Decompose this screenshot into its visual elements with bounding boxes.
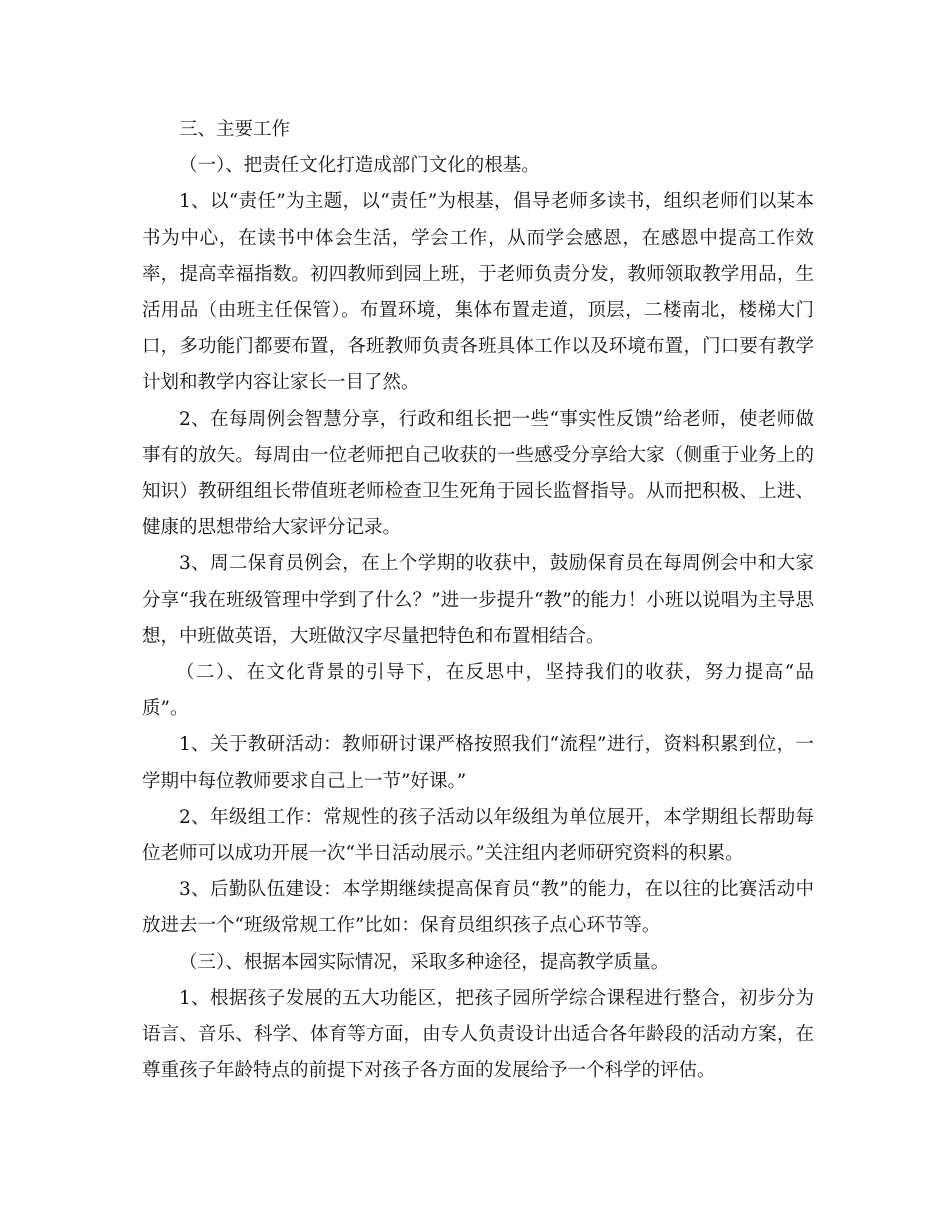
paragraph-1-3: 3、周二保育员例会，在上个学期的收获中，鼓励保育员在每周例会中和大家分享“我在班级管理中学到了什么？”进一步提升“教”的能力！小班以说唱为主导思想，中班做英语，大班做汉字尽量把特色和布置相结合。 (142, 553, 814, 647)
paragraph-1-1: 1、以“责任”为主题，以“责任”为根基，倡导老师多读书，组织老师们以某本书为中心，在读书中体会生活，学会工作，从而学会感恩，在感恩中提高工作效率，提高幸福指数。初四教师到园上班，于老师负责分发，教师领取教学用品，生活用品（由班主任保管）。布置环境，集体布置走道，顶层，二楼南北，楼梯大门口，多功能门都要布置，各班教师负责各班具体工作以及环境布置，门口要有教学计划和教学内容让家长一目了然。 (142, 191, 814, 394)
paragraph-2-2: 2、年级组工作：常规性的孩子活动以年级组为单位展开，本学期组长帮助每位老师可以成功开展一次“半日活动展示。”关注组内老师研究资料的积累。 (142, 806, 814, 865)
section-heading: 三、主要工作 (179, 119, 291, 140)
paragraph-1-2: 2、在每周例会智慧分享，行政和组长把一些“事实性反馈”给老师，使老师做事有的放矢。每周由一位老师把自己收获的一些感受分享给大家（侧重于业务上的知识）教研组组长带值班老师检查卫生死角于园长监督指导。从而把积极、上进、健康的思想带给大家评分记录。 (142, 408, 814, 539)
subsection-heading-3: （三）、根据本园实际情况，采取多种途径，提高教学质量。 (179, 951, 670, 973)
subsection-heading-1: （一）、把责任文化打造成部门文化的根基。 (179, 155, 540, 177)
paragraph-2-3: 3、后勤队伍建设：本学期继续提高保育员“教”的能力，在以往的比赛活动中放进去一个“班级常规工作”比如：保育员组织孩子点心环节等。 (142, 879, 814, 937)
subsection-heading-2: （二）、在文化背景的引导下，在反思中，坚持我们的收获，努力提高“品质”。 (142, 662, 814, 720)
document-page (142, 112, 814, 1089)
paragraph-3-1: 1、根据孩子发展的五大功能区，把孩子园所学综合课程进行整合，初步分为语言、音乐、科学、体育等方面，由专人负责设计出适合各年龄段的活动方案，在尊重孩子年龄特点的前提下对孩子各方面的发展给予一个科学的评估。 (142, 987, 814, 1082)
paragraph-2-1: 1、关于教研活动：教师研讨课严格按照我们“流程”进行，资料积累到位，一学期中每位教师要求自己上一节”好课。” (142, 734, 814, 792)
